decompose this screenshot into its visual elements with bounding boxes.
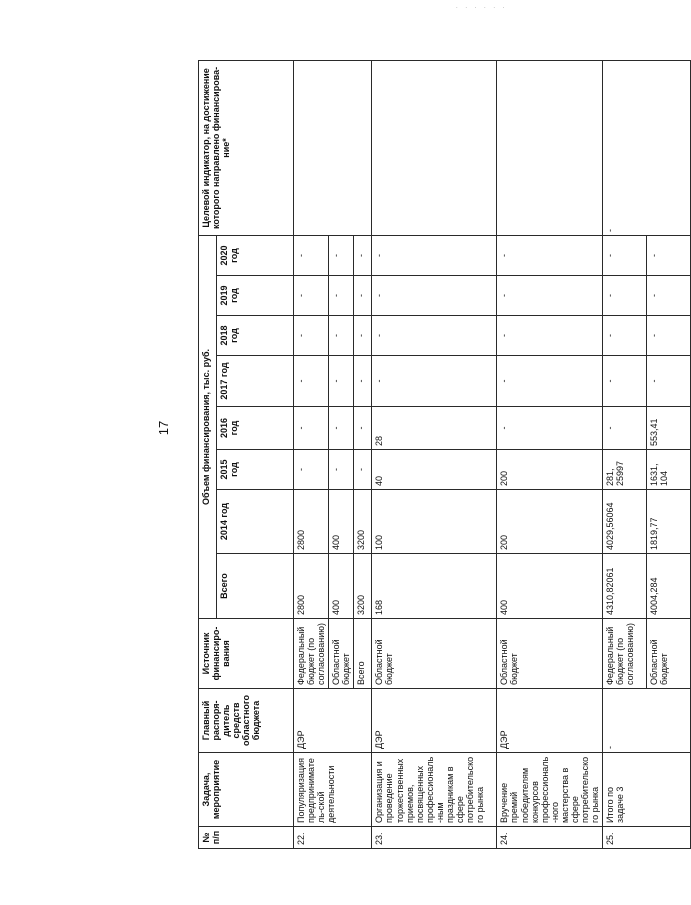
header-year-2014: 2014 год — [217, 490, 294, 554]
row-source: Областной бюджет — [329, 619, 354, 689]
row-task: Популяризация предприниматель-ской деятельности — [294, 753, 372, 827]
cell-2019: - — [294, 276, 329, 316]
cell-2016: - — [603, 407, 647, 450]
page-number: 17 — [156, 420, 171, 436]
row-indicator — [497, 60, 603, 235]
cell-2020: - — [647, 235, 691, 275]
header-total: Всего — [217, 554, 294, 619]
cell-2015: 40 — [372, 450, 497, 490]
row-task: Итого по задаче 3 — [603, 753, 691, 827]
cell-2018: - — [647, 316, 691, 356]
cell-2019: - — [497, 276, 603, 316]
row-manager: ДЭР — [497, 689, 603, 753]
cell-2015: - — [329, 450, 354, 490]
cell-2017: - — [294, 356, 329, 407]
cell-2017: - — [354, 356, 372, 407]
header-funding-group: Объем финансирования, тыс. руб. — [199, 235, 217, 618]
row-number: 22. — [294, 827, 372, 849]
row-source: Федеральный бюджет (по согласованию) — [294, 619, 329, 689]
cell-total: 400 — [329, 554, 354, 619]
cell-2016: - — [294, 407, 329, 450]
cell-2019: - — [354, 276, 372, 316]
cell-2020: - — [354, 235, 372, 275]
cell-2020: - — [329, 235, 354, 275]
cell-2014: 100 — [372, 490, 497, 554]
cell-2015: - — [354, 450, 372, 490]
header-year-2016: 2016 год — [217, 407, 294, 450]
header-year-2020: 2020 год — [217, 235, 294, 275]
scan-marks: . . . . . . — [456, 4, 508, 10]
cell-2018: - — [372, 316, 497, 356]
cell-2017: - — [497, 356, 603, 407]
cell-2016: 28 — [372, 407, 497, 450]
cell-2016: - — [329, 407, 354, 450]
header-num: № п/п — [199, 827, 294, 849]
table-row — [603, 60, 647, 848]
header-task: Задача, мероприятие — [199, 753, 294, 827]
cell-2014: 4029,56064 — [603, 490, 647, 554]
row-source: Областной бюджет — [647, 619, 691, 689]
cell-2016: 553,41 — [647, 407, 691, 450]
header-year-2017: 2017 год — [217, 356, 294, 407]
cell-2017: - — [603, 356, 647, 407]
cell-total: 168 — [372, 554, 497, 619]
cell-2020: - — [294, 235, 329, 275]
cell-2020: - — [603, 235, 647, 275]
row-source: Областной бюджет — [372, 619, 497, 689]
cell-total: 400 — [497, 554, 603, 619]
row-task: Вручение премий победителям конкурсов профессиональ-ного мастерства в сфере потребительского рынка — [497, 753, 603, 827]
cell-2016: - — [497, 407, 603, 450]
cell-2019: - — [647, 276, 691, 316]
cell-2019: - — [603, 276, 647, 316]
row-source: Областной бюджет — [497, 619, 603, 689]
cell-2018: - — [603, 316, 647, 356]
cell-2017: - — [647, 356, 691, 407]
cell-2014: 3200 — [354, 490, 372, 554]
cell-2020: - — [372, 235, 497, 275]
row-indicator — [294, 60, 372, 235]
cell-2015: 281, 25997 — [603, 450, 647, 490]
cell-2018: - — [329, 316, 354, 356]
row-source: Всего — [354, 619, 372, 689]
row-indicator — [372, 60, 497, 235]
row-source: Федеральный бюджет (по согласованию) — [603, 619, 647, 689]
cell-2014: 200 — [497, 490, 603, 554]
row-indicator: - — [603, 60, 691, 235]
cell-2019: - — [329, 276, 354, 316]
table-row — [294, 60, 329, 848]
header-year-2019: 2019 год — [217, 276, 294, 316]
row-number: 25. — [603, 827, 691, 849]
row-task: Организация и проведение торжественных приемов, посвященных профессиональ-ным праздникам в сфере потребительского рынка — [372, 753, 497, 827]
funding-table — [198, 60, 691, 849]
cell-2018: - — [497, 316, 603, 356]
cell-total: 3200 — [354, 554, 372, 619]
cell-2014: 2800 — [294, 490, 329, 554]
row-number: 23. — [372, 827, 497, 849]
cell-2019: - — [372, 276, 497, 316]
funding-table-sheet — [198, 61, 670, 849]
cell-total: 4004,284 — [647, 554, 691, 619]
cell-2017: - — [372, 356, 497, 407]
cell-2016: - — [354, 407, 372, 450]
cell-2018: - — [354, 316, 372, 356]
cell-total: 2800 — [294, 554, 329, 619]
row-number: 24. — [497, 827, 603, 849]
row-manager: ДЭР — [294, 689, 372, 753]
cell-2020: - — [497, 235, 603, 275]
cell-2015: 1631, 104 — [647, 450, 691, 490]
header-manager: Главный распоря-дитель средств областного бюджета — [199, 689, 294, 753]
cell-2014: 1819,77 — [647, 490, 691, 554]
header-year-2015: 2015 год — [217, 450, 294, 490]
row-manager: - — [603, 689, 691, 753]
cell-2015: - — [294, 450, 329, 490]
header-indicator: Целевой индикатор, на достижение которого направлено финансирова-ние* — [199, 60, 294, 235]
header-source: Источник финансиро-вания — [199, 619, 294, 689]
cell-2014: 400 — [329, 490, 354, 554]
header-year-2018: 2018 год — [217, 316, 294, 356]
cell-2017: - — [329, 356, 354, 407]
cell-total: 4310,82061 — [603, 554, 647, 619]
cell-2018: - — [294, 316, 329, 356]
table-row — [497, 60, 603, 848]
row-manager: ДЭР — [372, 689, 497, 753]
table-row — [372, 60, 497, 848]
cell-2015: 200 — [497, 450, 603, 490]
